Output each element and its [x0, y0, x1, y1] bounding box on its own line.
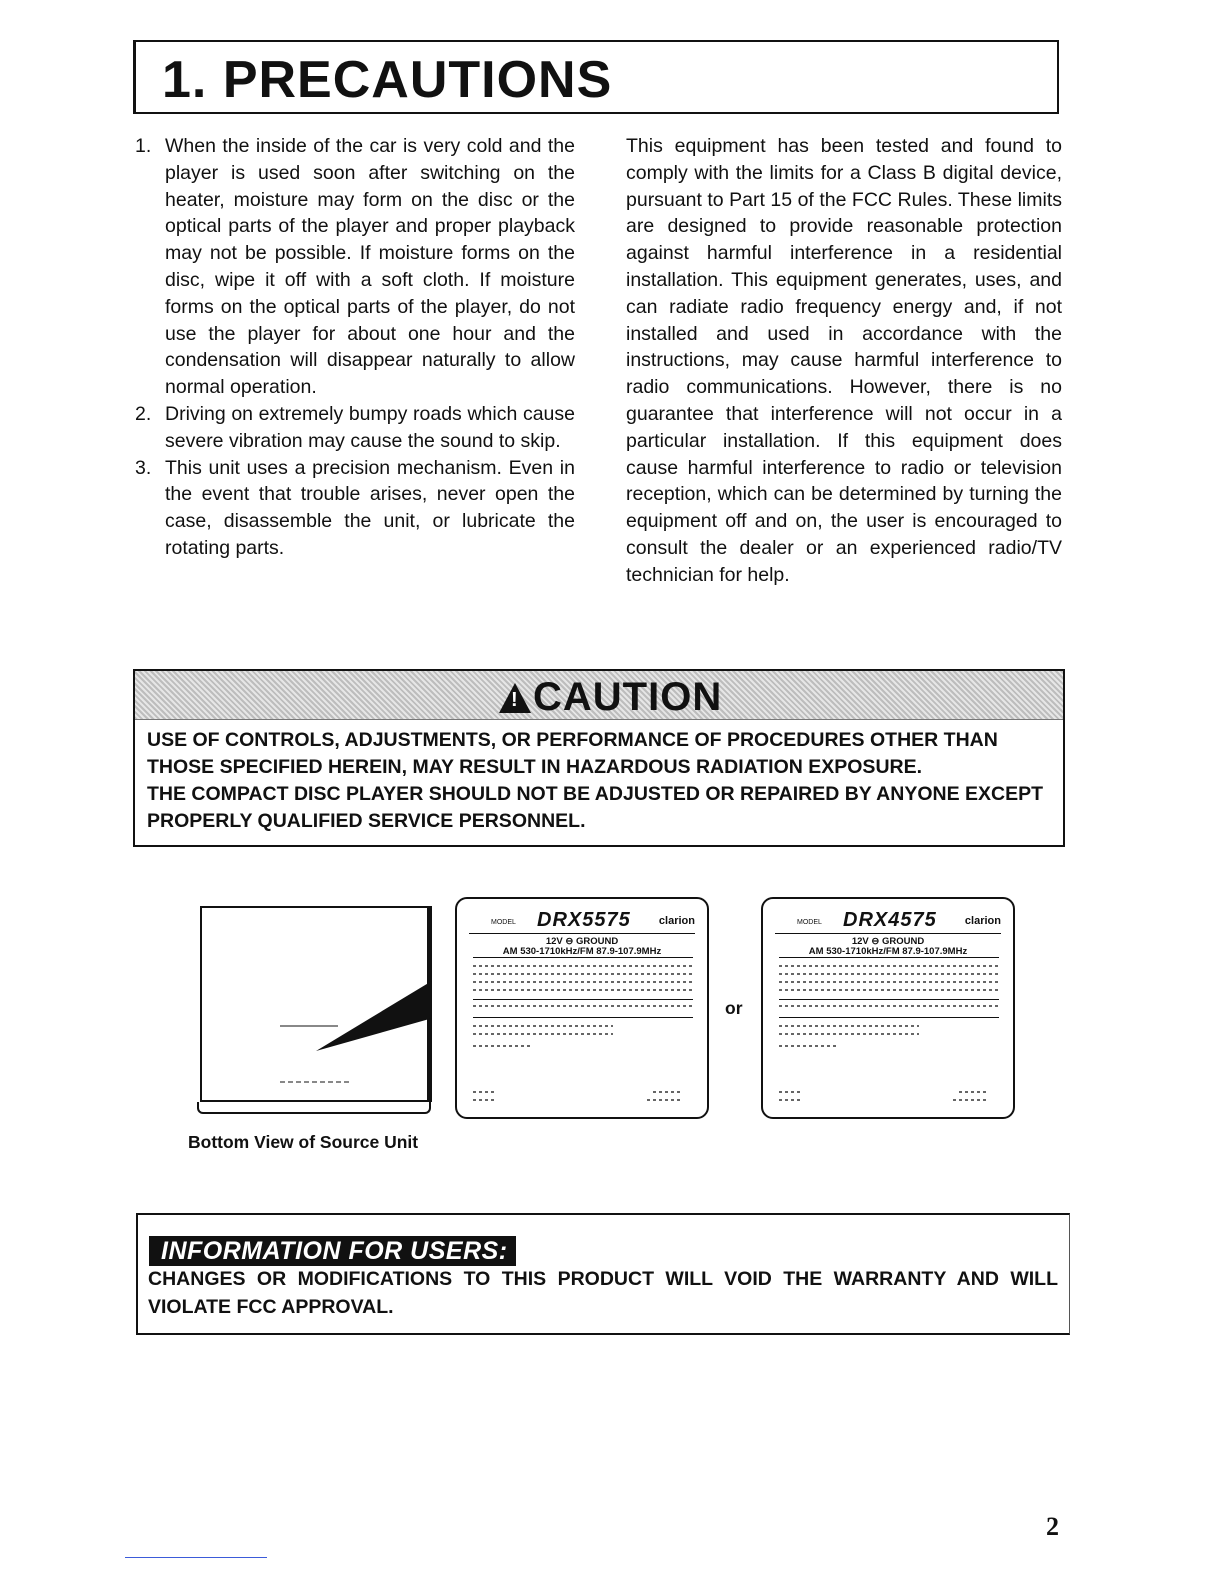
caution-banner [135, 671, 1063, 720]
label-fine-print [473, 1091, 497, 1093]
info-text: CHANGES OR MODIFICATIONS TO THIS PRODUCT WILL VOID THE WARRANTY AND WILL VIOLATE FCC APPROVAL. [148, 1268, 1058, 1318]
precautions-list-column [135, 133, 575, 562]
fcc-statement-column [626, 133, 1062, 589]
list-item-number: 2. [135, 402, 152, 425]
caution-line: USE OF CONTROLS, ADJUSTMENTS, OR PERFORMANCE OF PROCEDURES OTHER THAN THOSE SPECIFIED HEREIN, MAY RESULT IN HAZARDOUS RADIATION EXPOSURE. [147, 729, 998, 778]
information-for-users-box [136, 1213, 1070, 1335]
list-item-number: 1. [135, 135, 152, 157]
caution-title-text: CAUTION [533, 675, 723, 719]
model-label-drx5575 [455, 897, 709, 1119]
model-tag: MODEL [797, 919, 822, 926]
caution-text [147, 727, 1057, 835]
precautions-list [135, 133, 575, 562]
label-fine-print [779, 973, 999, 975]
label-rule [779, 999, 999, 1000]
label-fine-print [473, 1045, 533, 1047]
info-heading: INFORMATION FOR USERS: [149, 1236, 516, 1266]
label-fine-print [473, 1033, 613, 1035]
label-fine-print [473, 973, 693, 975]
model-number: DRX5575 [537, 909, 631, 931]
list-item [135, 133, 575, 401]
label-fine-print [473, 989, 693, 991]
list-item-text: When the inside of the car is very cold and the player is used soon after switching on the heater, moisture may form on the disc or the optical parts of the player and proper playback may not be possible. If moisture forms on the disc, wipe it off with a soft cloth. If moisture forms on the optical parts of the player, do not use the player for about one hour and the condensation will disappear naturally to allow normal operation. [165, 135, 575, 399]
or-separator: or [725, 998, 743, 1018]
section-title-box [133, 40, 1059, 114]
label-fine-print [779, 1045, 839, 1047]
source-unit-illustration [200, 906, 432, 1114]
label-fine-print [473, 981, 693, 983]
band-spec: AM 530-1710kHz/FM 87.9-107.9MHz [502, 946, 662, 957]
caution-line: THE COMPACT DISC PLAYER SHOULD NOT BE ADJUSTED OR REPAIRED BY ANYONE EXCEPT PROPERLY QUALIFIED SERVICE PERSONNEL. [147, 783, 1044, 832]
caution-box [133, 669, 1065, 847]
label-fine-print [779, 981, 999, 983]
brand-name: clarion [658, 915, 695, 927]
brand-name: clarion [964, 915, 1001, 927]
fcc-statement: This equipment has been tested and found to comply with the limits for a Class B digital device, pursuant to Part 15 of the FCC Rules. These limits are designed to provide reasonable protection against harmful interference in a residential installation. This equipment generates, uses, and can radiate radio frequency energy and, if not installed and used in accordance with the instructions, may cause harmful interference to radio communications. However, there is no guarantee that interference will not occur in a particular installation. If this equipment does cause harmful interference to radio or television reception, which can be determined by turning the equipment off and on, the user is encouraged to consult the dealer or an experienced radio/TV technician for help. [626, 135, 1062, 586]
label-fine-print [779, 1033, 919, 1035]
label-fine-print [959, 1091, 989, 1093]
label-fine-print [653, 1091, 683, 1093]
label-fine-print [779, 1025, 919, 1027]
label-fine-print [647, 1099, 683, 1101]
label-fine-print [779, 965, 999, 967]
label-fine-print [779, 989, 999, 991]
page-number: 2 [1046, 1512, 1059, 1541]
label-fine-print [473, 1099, 497, 1101]
list-item-text: Driving on extremely bumpy roads which cause severe vibration may cause the sound to skip. [165, 402, 575, 452]
label-fine-print [473, 965, 693, 967]
label-rule [779, 957, 999, 958]
caution-title [499, 675, 722, 720]
list-item-text: This unit uses a precision mechanism. Even in the event that trouble arises, never open the case, disassemble the unit, or lubricate the rotating parts. [165, 456, 575, 559]
label-rule [473, 1017, 693, 1018]
list-item [135, 455, 575, 562]
label-rule [473, 999, 693, 1000]
model-label-drx4575 [761, 897, 1015, 1119]
label-rule [779, 1017, 999, 1018]
model-number: DRX4575 [843, 909, 937, 931]
list-item-number: 3. [135, 456, 152, 479]
power-spec: 12V ⊖ GROUND [851, 936, 925, 947]
power-spec: 12V ⊖ GROUND [545, 936, 619, 947]
warning-triangle-icon [499, 683, 531, 713]
footer-line [125, 1557, 267, 1558]
model-tag: MODEL [491, 919, 516, 926]
band-spec: AM 530-1710kHz/FM 87.9-107.9MHz [808, 946, 968, 957]
model-label-header [469, 907, 695, 934]
figure-caption: Bottom View of Source Unit [188, 1132, 419, 1152]
page-title: 1. PRECAUTIONS [162, 51, 613, 109]
list-item [135, 401, 575, 455]
label-rule [473, 957, 693, 958]
label-fine-print [779, 1091, 803, 1093]
label-fine-print [473, 1025, 613, 1027]
label-fine-print [779, 1005, 999, 1007]
label-fine-print [953, 1099, 989, 1101]
label-location-pointer [200, 906, 432, 1106]
label-fine-print [779, 1099, 803, 1101]
model-label-header [775, 907, 1001, 934]
label-fine-print [473, 1005, 693, 1007]
